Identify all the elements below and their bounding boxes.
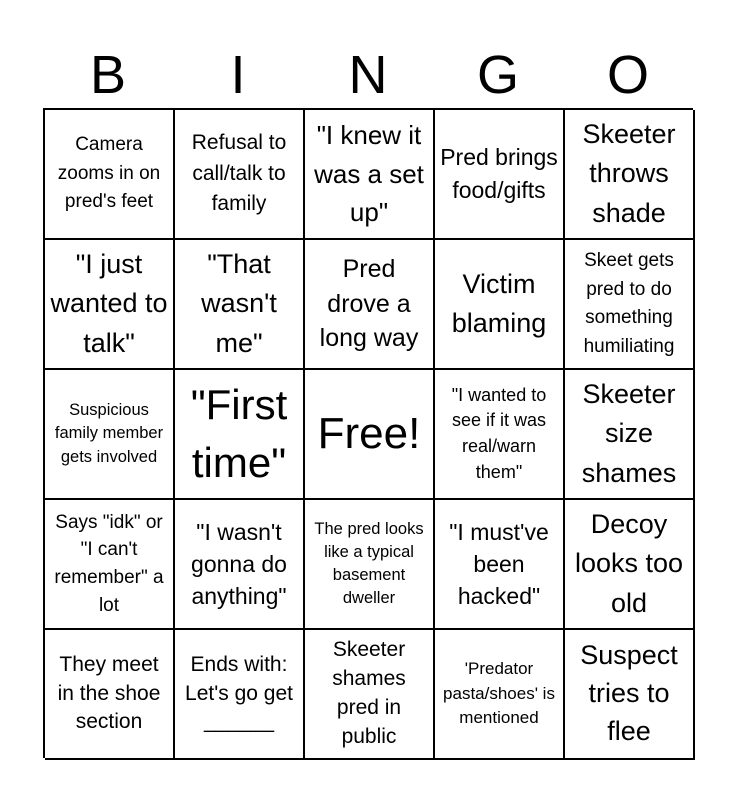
cell-text: Free!: [317, 408, 421, 458]
cell-text: Suspicious family member gets involved: [54, 400, 164, 466]
bingo-cell-3-4[interactable]: [435, 370, 565, 500]
bingo-cell-4-5[interactable]: [565, 500, 695, 630]
cell-text: The pred looks like a typical basement dweller: [314, 520, 424, 607]
header-letter-i: I: [230, 45, 246, 105]
bingo-cell-4-1[interactable]: [45, 500, 175, 630]
bingo-cell-1-1[interactable]: [45, 110, 175, 240]
cell-text: "I must've been hacked": [449, 518, 549, 610]
bingo-cell-3-1[interactable]: [45, 370, 175, 500]
bingo-cell-4-2[interactable]: [175, 500, 305, 630]
cell-text: Decoy looks too old: [574, 509, 684, 618]
cell-text: Suspect tries to flee: [580, 640, 678, 746]
cell-text: Refusal to call/talk to family: [191, 131, 287, 216]
cell-text: "I knew it was a set up": [314, 120, 424, 228]
cell-text: Pred brings food/gifts: [440, 143, 558, 203]
bingo-cell-3-2[interactable]: [175, 370, 305, 500]
bingo-cell-2-1[interactable]: [45, 240, 175, 370]
cell-text: Skeeter shames pred in public: [332, 638, 406, 748]
bingo-cell-1-3[interactable]: [305, 110, 435, 240]
cell-text: They meet in the shoe section: [57, 652, 161, 734]
header-letter-g: G: [476, 45, 519, 105]
bingo-cell-4-4[interactable]: [435, 500, 565, 630]
bingo-cell-3-3[interactable]: [305, 370, 435, 500]
cell-text: "That wasn't me": [201, 249, 277, 358]
cell-text: Victim blaming: [451, 268, 547, 338]
cell-text: Skeet gets pred to do something humiliating: [583, 250, 675, 357]
bingo-cell-2-3[interactable]: [305, 240, 435, 370]
header-letter-b: B: [89, 45, 127, 105]
bingo-cell-2-5[interactable]: [565, 240, 695, 370]
bingo-board: [43, 108, 693, 758]
bingo-header: [43, 40, 693, 108]
bingo-cell-2-2[interactable]: [175, 240, 305, 370]
bingo-cell-5-4[interactable]: [435, 630, 565, 760]
bingo-cell-5-3[interactable]: [305, 630, 435, 760]
cell-text: "First time": [190, 381, 288, 486]
header-letter-o: O: [606, 45, 649, 105]
cell-text: Ends with: Let's go get ______: [185, 652, 293, 734]
cell-text: Skeeter size shames: [581, 379, 677, 488]
bingo-cell-2-4[interactable]: [435, 240, 565, 370]
bingo-cell-1-2[interactable]: [175, 110, 305, 240]
header-letter-n: N: [348, 45, 388, 105]
bingo-cell-5-5[interactable]: [565, 630, 695, 760]
bingo-cell-1-5[interactable]: [565, 110, 695, 240]
bingo-cell-5-2[interactable]: [175, 630, 305, 760]
cell-text: "I wanted to see if it was real/warn them": [451, 384, 547, 482]
cell-text: Says "idk" or "I can't remember" a lot: [54, 511, 164, 616]
bingo-cell-4-3[interactable]: [305, 500, 435, 630]
cell-text: "I wasn't gonna do anything": [191, 518, 287, 610]
cell-text: Skeeter throws shade: [582, 119, 676, 228]
bingo-cell-3-5[interactable]: [565, 370, 695, 500]
bingo-cell-5-1[interactable]: [45, 630, 175, 760]
cell-text: Camera zooms in on pred's feet: [57, 134, 161, 213]
bingo-cell-1-4[interactable]: [435, 110, 565, 240]
cell-text: "I just wanted to talk": [50, 249, 168, 358]
cell-text: Pred drove a long way: [319, 255, 419, 353]
cell-text: 'Predator pasta/shoes' is mentioned: [443, 659, 555, 728]
